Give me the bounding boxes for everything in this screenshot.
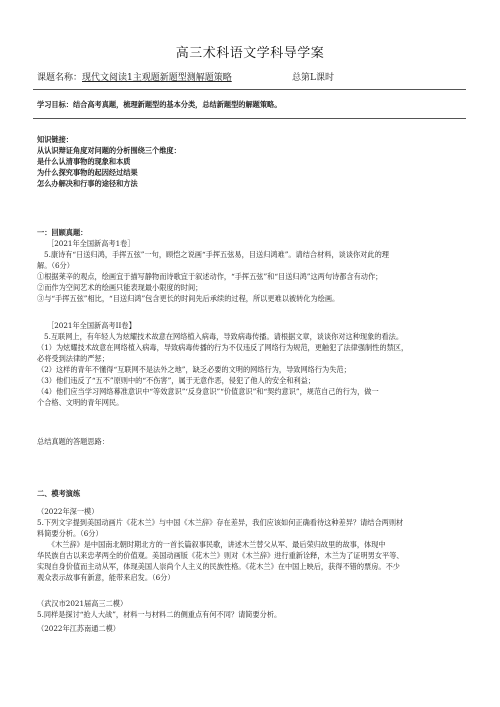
material-text: 实现自身价值而主动从军，体现美国人崇尚个人主义的民族性格。《花木兰》在中国上映后，获得不错的票房。不少 bbox=[37, 562, 400, 571]
knowledge-line: 怎么办解决和行事的途径和方法 bbox=[37, 179, 138, 188]
knowledge-section bbox=[37, 134, 181, 189]
knowledge-line: 为什么探究事物的起因经过结果 bbox=[37, 168, 138, 177]
answer-point: （3）他们违反了“五不”原则中的“不伤害”，属于无意作恶，侵犯了他人的安全和利益； bbox=[37, 376, 316, 385]
answer-point: ②而作为空间艺术的绘画只能表现最小限度的时间； bbox=[37, 283, 203, 292]
learning-objective: 学习目标：结合高考真题，梳理新题型的基本分类，总结新题型的解题策略。 bbox=[37, 100, 282, 109]
answer-point: （2）这样的青年不懂得“互联网不是法外之地”，缺乏必要的文明的网络行为，导致网络行为失范； bbox=[37, 365, 351, 374]
review-summary-prompt: 总结真题的答题思路： bbox=[37, 437, 109, 446]
practice-heading: 二、模考演练 bbox=[37, 489, 81, 498]
practice-question-2 bbox=[37, 598, 281, 620]
practice-question-1 bbox=[37, 506, 404, 583]
course-label: 课题名称： bbox=[37, 73, 83, 83]
total-lesson-label: 总第L课时 bbox=[292, 73, 334, 83]
review-heading: 一：回顾真题： bbox=[37, 228, 88, 237]
material-text: 《木兰辞》是中国南北朝时期北方的一首长篇叙事民歌，讲述木兰替父从军、最后荣归故里的故事，体现中 bbox=[37, 540, 386, 549]
question-text: 5.下列文字提到美国动画片《花木兰》与中国《木兰辞》存在差异，我们应该如何正确看待这种差异？请结合两则材 bbox=[37, 518, 404, 527]
question-text: 5.互联网上，有年轻人为炫耀技术故意在网络植入病毒，导致病毒传播。请根据文章，谈谈你对这种现象的看法。 bbox=[44, 332, 404, 341]
answer-point: （4）他们应当学习网络幕准意识中“等效意识”‘反身意识”“价值意识”和“契约意识”，规范自己的行为，做一 bbox=[37, 387, 379, 396]
page-title: 高三术科语文学科导学案 bbox=[175, 46, 325, 61]
divider-objective bbox=[33, 118, 466, 119]
review-question-2 bbox=[37, 320, 408, 408]
review-question-1 bbox=[37, 238, 389, 304]
answer-point: （1）为炫耀技术故意在网络植入病毒，导致病毒传播的行为不仅违反了网络行为规范，更触犯了法律强制性的禁区， bbox=[37, 343, 409, 352]
question-text: 料简要分析。（6分） bbox=[37, 529, 103, 538]
knowledge-line: 从认识辩证角度对问题的分析围绕三个维度： bbox=[37, 146, 181, 155]
question-source: （武汉市2021届高三二模） bbox=[37, 599, 128, 608]
question-source: ［2021年全国新高考1卷］ bbox=[47, 239, 135, 248]
material-text: 观众表示故事有新意，能带来启发。（6分） bbox=[37, 573, 175, 582]
question-source: （2022年深一模） bbox=[37, 507, 99, 516]
answer-point: ①根据莱辛的观点，绘画宜于描写静物而诗歌宜于叙述动作，“手挥五弦”和“目送归鸿”这两句诗都含有动作； bbox=[37, 272, 383, 281]
knowledge-line: 是什么认清事物的现象和本质 bbox=[37, 157, 131, 166]
answer-point: ③与“手挥五弦”相比，“目送归鸿”包含更长的时间先后承续的过程，所以更难以被转化为绘画。 bbox=[37, 294, 340, 303]
course-name: 现代文阅读1主观题新题型测解题策略 bbox=[82, 73, 232, 83]
knowledge-heading: 知识链接： bbox=[37, 135, 73, 144]
answer-point: 必将受到法律的严惩； bbox=[37, 354, 109, 363]
question-text: 解。（6分） bbox=[37, 261, 74, 270]
divider-top bbox=[33, 89, 466, 90]
question-source: ［2021年全国新高考II卷】 bbox=[47, 321, 136, 330]
material-text: 华民族自古以来忠孝两全的价值观。美国动画版《花木兰》则对《木兰辞》进行重新诠释，木兰为了证明男女平等、 bbox=[37, 551, 404, 560]
practice-question-3-source: （2022年江苏南通二模） bbox=[37, 624, 120, 633]
question-text: 5.康诗有“日送归鸿，手挥五弦”一句，顾恺之说画“手挥五弦易，目送归鸿难”。请结合材料，谈谈你对此的理 bbox=[44, 250, 389, 259]
question-text: 5.同样是探讨“抢人大战”，材料一与材料二的侧重点有何不同？请简要分析。 bbox=[37, 610, 282, 619]
answer-point: 个合格、文明的青年网民。 bbox=[37, 398, 124, 407]
course-line bbox=[37, 70, 334, 83]
